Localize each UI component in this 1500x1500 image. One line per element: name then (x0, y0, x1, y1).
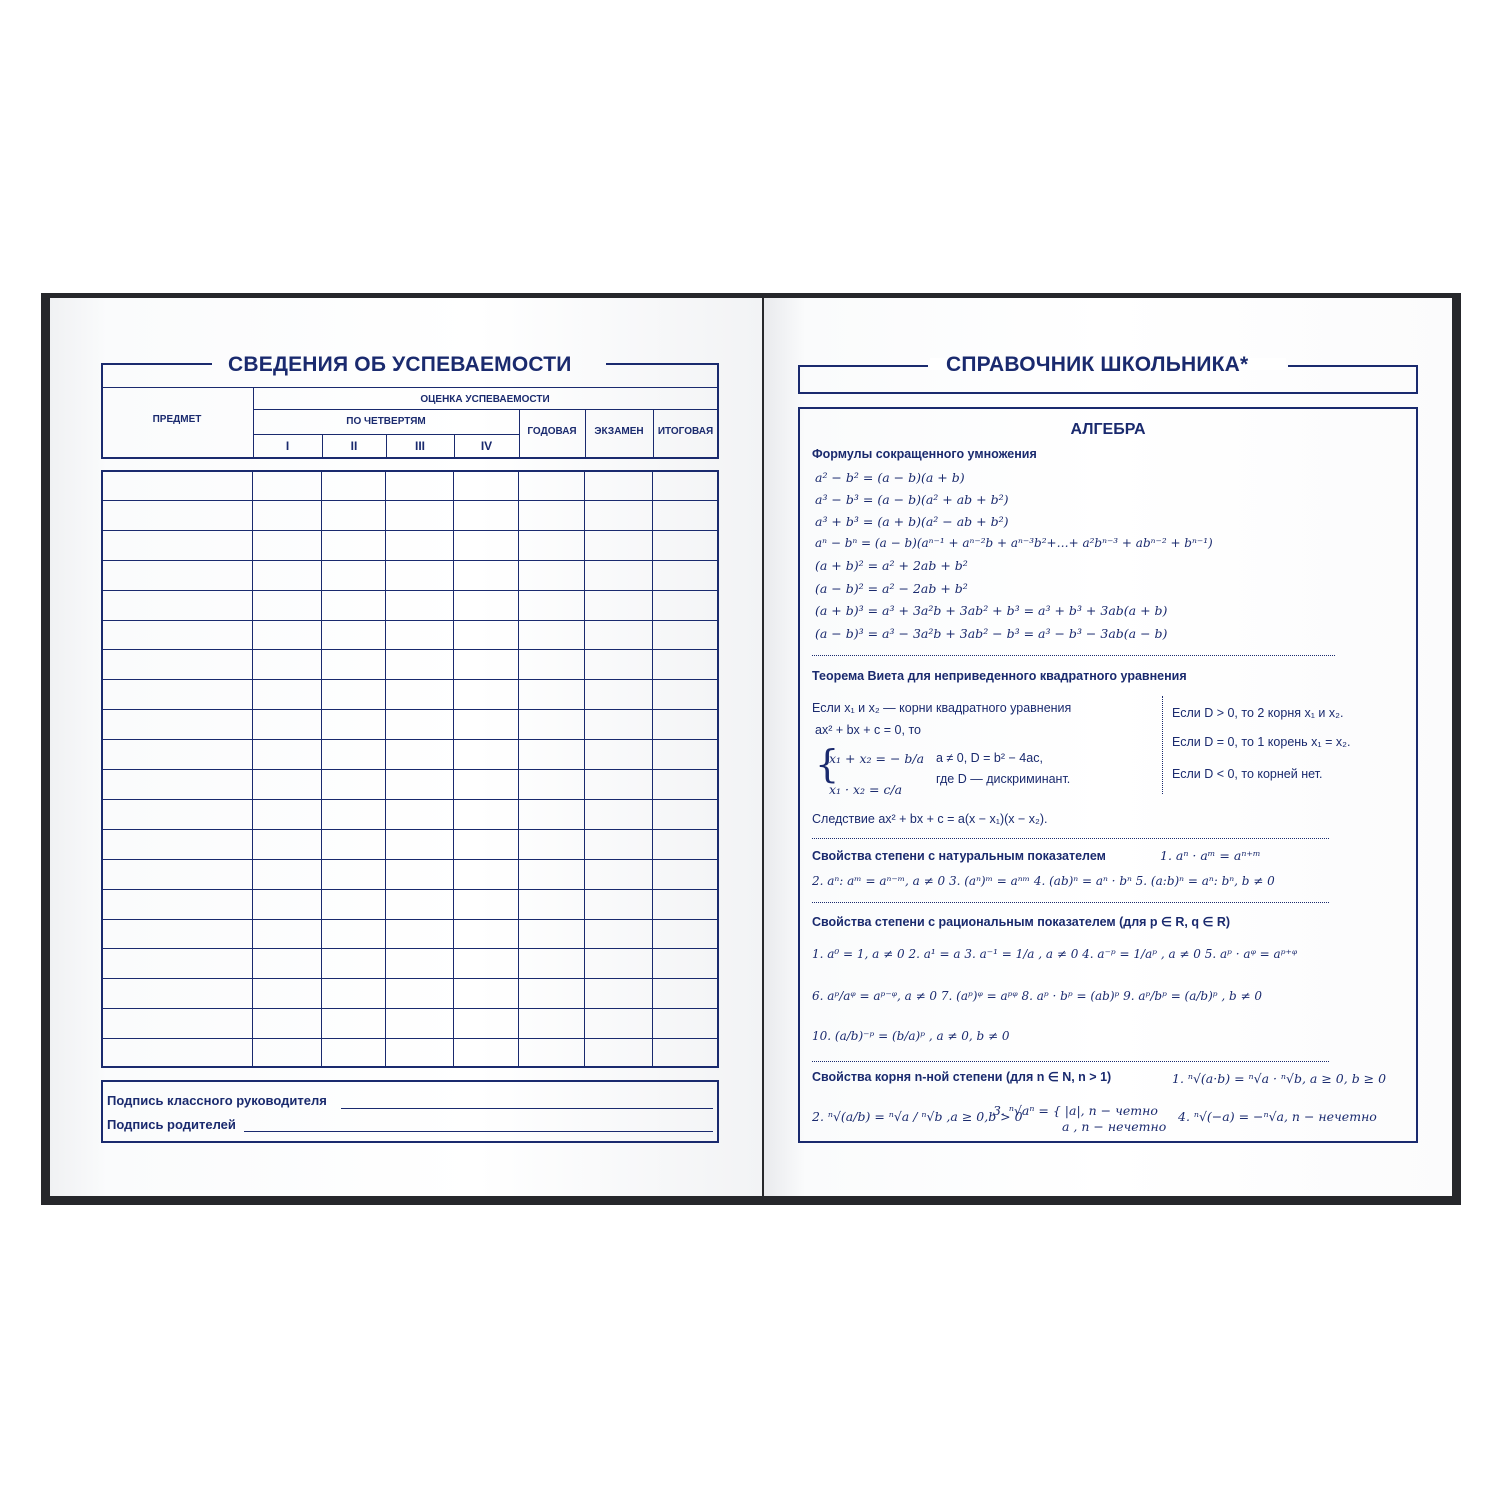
brace-icon: { (815, 742, 840, 786)
sign-teacher-line[interactable] (341, 1108, 713, 1109)
grid-row-line (101, 560, 719, 561)
rational-power-2: 6. aᵖ/aᵠ = aᵖ⁻ᵠ, a ≠ 0 7. (aᵖ)ᵠ = aᵖᵠ 8. aᵖ · bᵖ = (ab)ᵖ 9. aᵖ/bᵖ = (a/b)ᵖ , b ≠ 0 (812, 989, 1263, 1003)
col-subject: ПРЕДМЕТ (152, 414, 202, 425)
col-exam: ЭКЗАМЕН (594, 426, 644, 437)
natural-power-rest: 2. aⁿ: aᵐ = aⁿ⁻ᵐ, a ≠ 0 3. (aⁿ)ᵐ = aⁿᵐ 4. (ab)ⁿ = aⁿ · bⁿ 5. (a:b)ⁿ = aⁿ: bⁿ, b ≠ 0 (812, 874, 1275, 888)
signature-box (101, 1080, 719, 1143)
heading-rational-power: Свойства степени с рациональным показателем (для p ∈ R, q ∈ R) (812, 915, 1231, 929)
formula-mult-8: (a − b)³ = a³ − 3a²b + 3ab² − b³ = a³ − b³ − 3ab(a − b) (815, 626, 1168, 641)
col-quarters: ПО ЧЕТВЕРТЯМ (346, 416, 426, 427)
formula-mult-3: a³ + b³ = (a + b)(a² − ab + b²) (815, 514, 1009, 529)
section-algebra: АЛГЕБРА (1070, 421, 1146, 438)
quarter-3: III (414, 439, 425, 453)
grid-row-line (101, 739, 719, 740)
formula-mult-7: (a + b)³ = a³ + 3a²b + 3ab² + b³ = a³ + b³ + 3ab(a + b) (815, 603, 1168, 618)
discriminant-positive: Если D > 0, то 2 корня x₁ и x₂. (1172, 706, 1344, 720)
rational-power-1: 1. a⁰ = 1, a ≠ 0 2. a¹ = a 3. a⁻¹ = 1/a , a ≠ 0 4. a⁻ᵖ = 1/aᵖ , a ≠ 0 5. aᵖ · aᵠ = aᵖ⁺ᵠ (812, 947, 1298, 961)
right-title-rule-right (1288, 365, 1418, 367)
grid-row-line (101, 859, 719, 860)
divider-3 (812, 902, 1329, 903)
heading-natural-power: Свойства степени с натуральным показателем (812, 849, 1106, 863)
grid-row-line (101, 799, 719, 800)
vieta-condition: a ≠ 0, D = b² − 4ac, (936, 751, 1043, 765)
formula-mult-1: a² − b² = (a − b)(a + b) (815, 470, 965, 485)
quarter-1: I (285, 439, 290, 453)
grid-row-line (101, 948, 719, 949)
heading-multiplication: Формулы сокращенного умножения (812, 447, 1037, 461)
grid-row-line (101, 1038, 719, 1039)
vieta-divider (1162, 696, 1163, 794)
quarter-2: II (350, 439, 358, 453)
formula-mult-2: a³ − b³ = (a − b)(a² + ab + b²) (815, 492, 1009, 507)
formula-mult-5: (a + b)² = a² + 2ab + b² (815, 558, 968, 573)
vieta-sum: x₁ + x₂ = − b/a (829, 751, 925, 766)
root-3: 3. ⁿ√aⁿ = { |a|, n − четно (993, 1103, 1158, 1118)
vieta-line-2: ax² + bx + c = 0, то (815, 723, 921, 737)
vieta-corollary: Следствие ax² + bx + c = a(x − x₁)(x − x₂). (812, 812, 1048, 826)
divider-2 (812, 838, 1329, 839)
grid-row-line (101, 978, 719, 979)
formula-mult-4: aⁿ − bⁿ = (a − b)(aⁿ⁻¹ + aⁿ⁻²b + aⁿ⁻³b²+…+ a²bⁿ⁻³ + abⁿ⁻² + bⁿ⁻¹) (815, 536, 1213, 550)
discriminant-zero: Если D = 0, то 1 корень x₁ = x₂. (1172, 735, 1351, 749)
grid-row-line (101, 590, 719, 591)
sign-teacher-label: Подпись классного руководителя (107, 1093, 327, 1108)
page-title-handbook: СПРАВОЧНИК ШКОЛЬНИКА* (946, 353, 1249, 376)
formula-mult-6: (a − b)² = a² − 2ab + b² (815, 581, 968, 596)
grid-row-line (101, 530, 719, 531)
grid-row-line (101, 620, 719, 621)
grid-row-line (101, 500, 719, 501)
grid-row-line (101, 1008, 719, 1009)
root-1: 1. ⁿ√(a·b) = ⁿ√a · ⁿ√b, a ≥ 0, b ≥ 0 (1172, 1071, 1387, 1086)
divider-4 (812, 1061, 1329, 1062)
vieta-line-1: Если x₁ и x₂ — корни квадратного уравнения (812, 701, 1072, 715)
page-title-grades: СВЕДЕНИЯ ОБ УСПЕВАЕМОСТИ (228, 353, 572, 376)
grid-row-line (101, 649, 719, 650)
grid-row-line (101, 769, 719, 770)
vieta-product: x₁ · x₂ = c/a (829, 782, 903, 797)
divider-1 (812, 655, 1335, 656)
heading-root: Свойства корня n-ной степени (для n ∈ N, n > 1) (812, 1070, 1112, 1084)
right-title-rule-left (798, 365, 928, 367)
sign-parents-line[interactable] (244, 1131, 713, 1132)
root-2: 2. ⁿ√(a/b) = ⁿ√a / ⁿ√b ,a ≥ 0,b > 0 (812, 1109, 1023, 1124)
discriminant-negative: Если D < 0, то корней нет. (1172, 767, 1323, 781)
rational-power-3: 10. (a/b)⁻ᵖ = (b/a)ᵖ , a ≠ 0, b ≠ 0 (812, 1029, 1010, 1043)
root-3-odd: a , n − нечетно (1062, 1119, 1167, 1134)
grid-row-line (101, 679, 719, 680)
col-grades: ОЦЕНКА УСПЕВАЕМОСТИ (420, 394, 550, 405)
heading-vieta: Теорема Виета для неприведенного квадратного уравнения (812, 669, 1187, 683)
grid-row-line (101, 919, 719, 920)
natural-power-1: 1. aⁿ · aᵐ = aⁿ⁺ᵐ (1160, 848, 1261, 863)
grid-row-line (101, 889, 719, 890)
col-year: ГОДОВАЯ (527, 426, 577, 437)
grid-row-line (101, 829, 719, 830)
sign-parents-label: Подпись родителей (107, 1117, 236, 1132)
col-final: ИТОГОВАЯ (657, 426, 714, 437)
root-4: 4. ⁿ√(−a) = −ⁿ√a, n − нечетно (1178, 1109, 1377, 1124)
vieta-discriminant: где D — дискриминант. (936, 772, 1071, 786)
quarter-4: IV (480, 439, 493, 453)
grid-row-line (101, 709, 719, 710)
